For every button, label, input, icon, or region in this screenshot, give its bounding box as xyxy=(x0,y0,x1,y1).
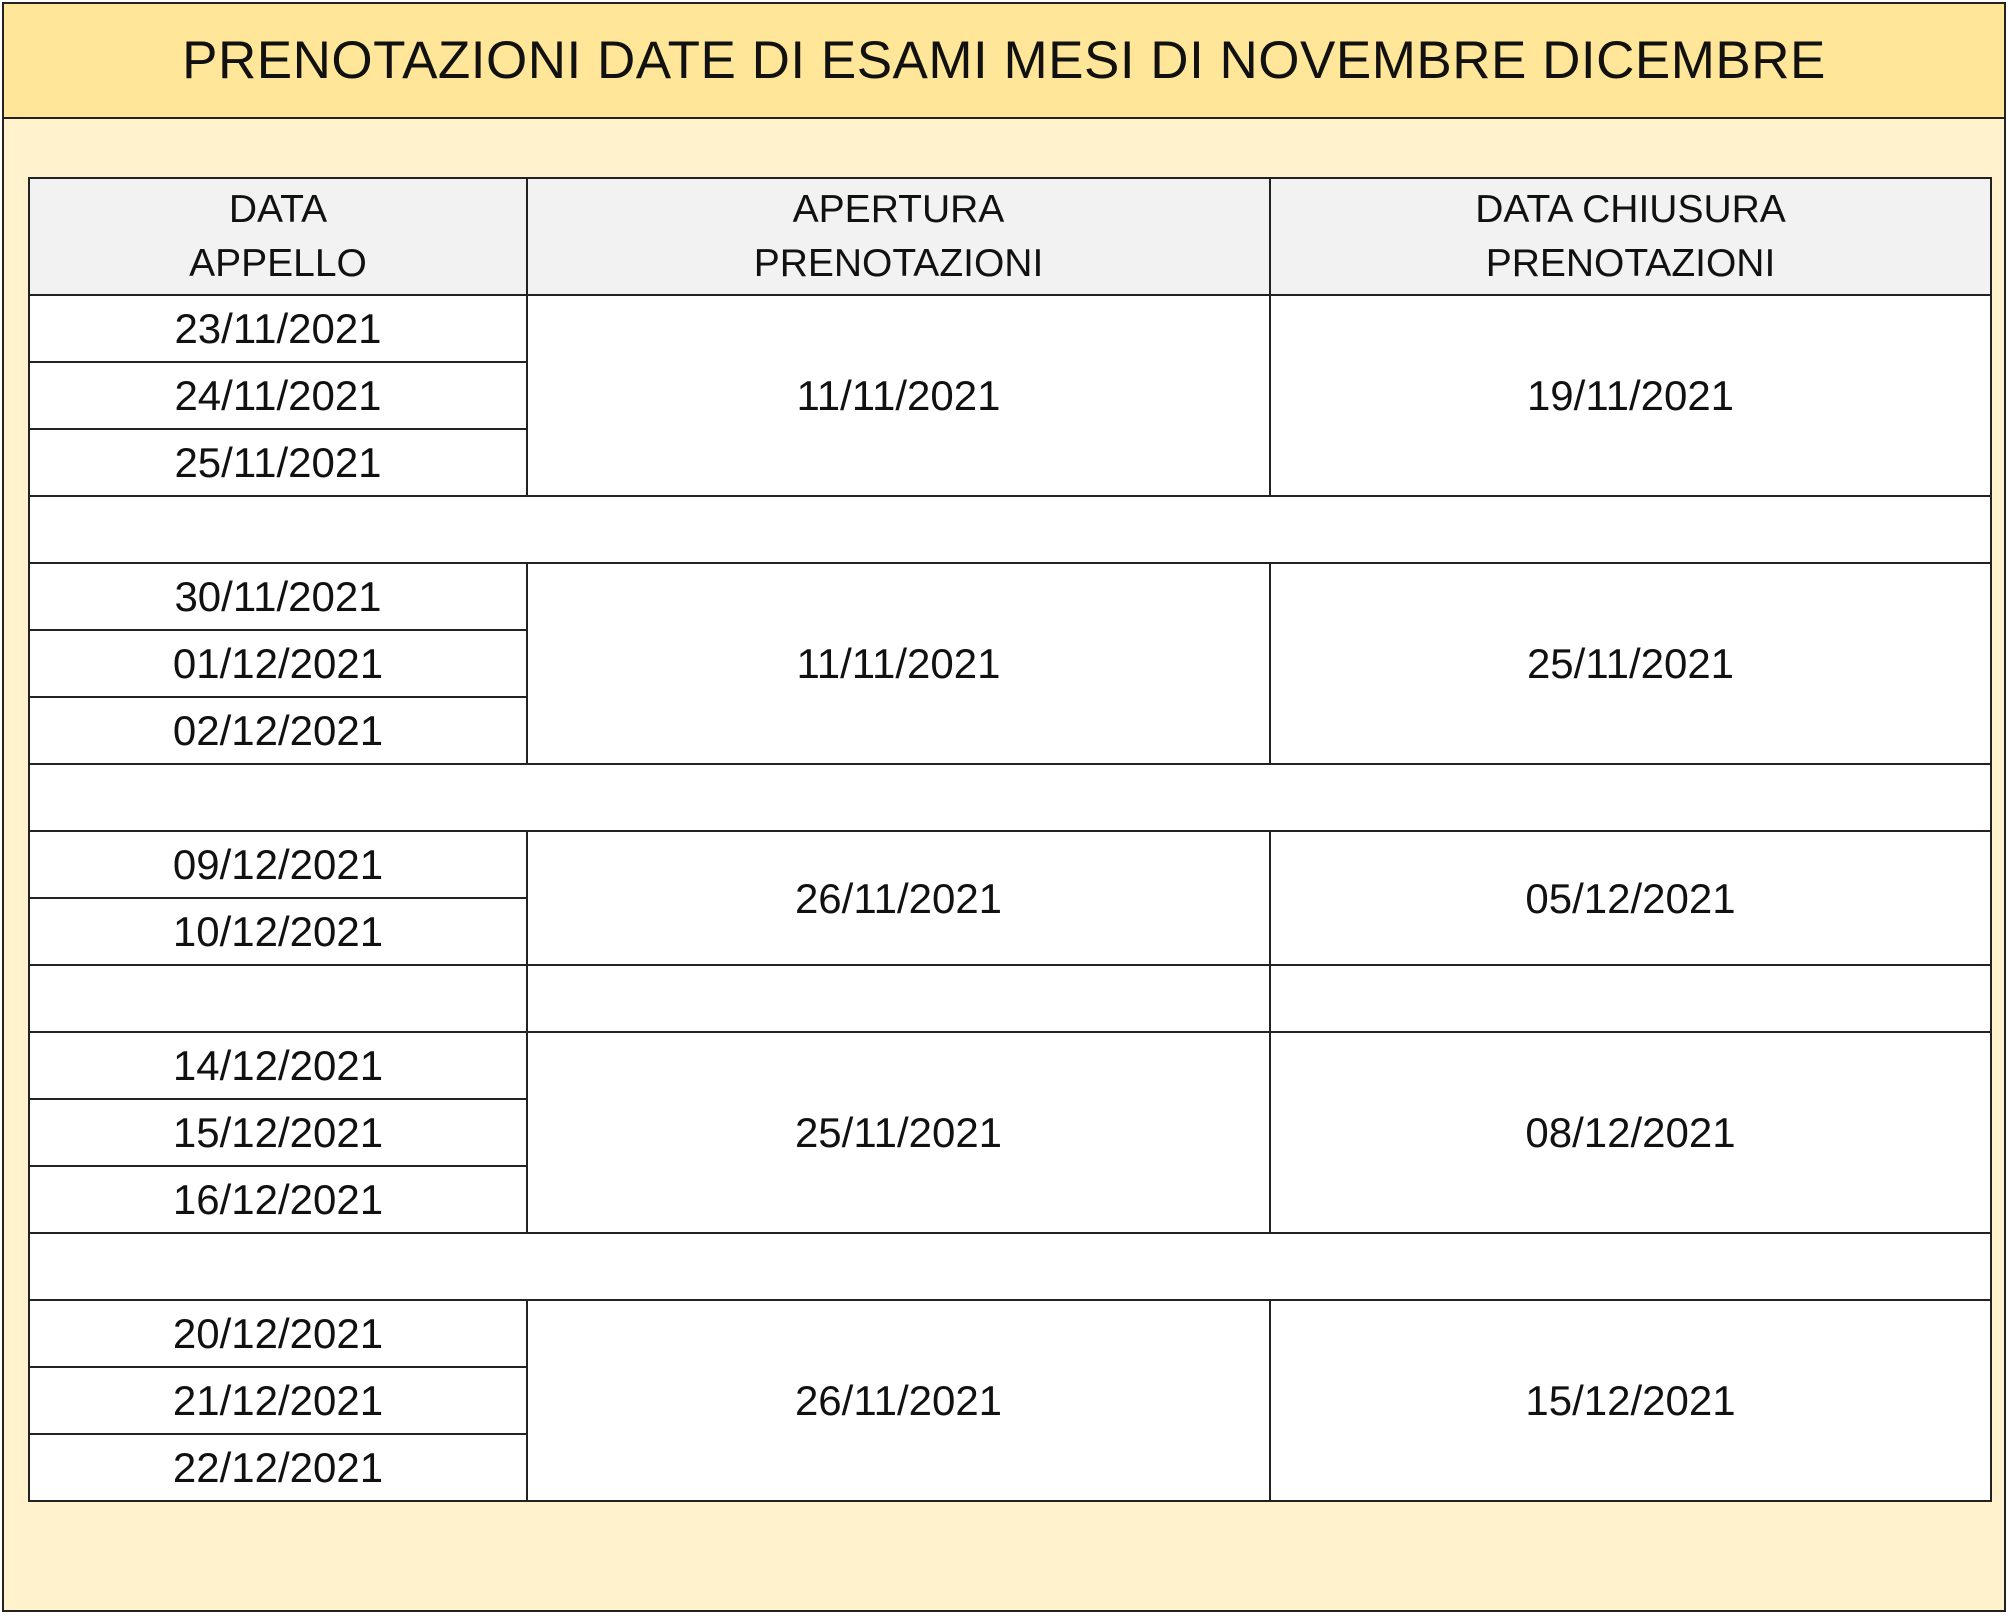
exam-date-cell: 10/12/2021 xyxy=(29,898,527,965)
exam-date-cell: 02/12/2021 xyxy=(29,697,527,764)
exam-date-cell: 20/12/2021 xyxy=(29,1300,527,1367)
spacer-cell xyxy=(29,965,527,1032)
exam-date-cell: 24/11/2021 xyxy=(29,362,527,429)
header-line: APPELLO xyxy=(189,241,367,285)
exam-date-cell: 14/12/2021 xyxy=(29,1032,527,1099)
header-line: PRENOTAZIONI xyxy=(1485,241,1776,285)
exam-date-cell: 09/12/2021 xyxy=(29,831,527,898)
exam-date-cell: 22/12/2021 xyxy=(29,1434,527,1501)
header-apertura-prenotazioni xyxy=(527,178,1270,295)
table-header-row xyxy=(29,178,1991,295)
booking-close-cell: 19/11/2021 xyxy=(1270,295,1991,496)
booking-open-cell: 11/11/2021 xyxy=(527,295,1270,496)
schedule-sheet xyxy=(2,2,2006,1612)
exam-date-cell: 16/12/2021 xyxy=(29,1166,527,1233)
spacer-cell xyxy=(29,496,1991,563)
spacer-row xyxy=(29,764,1991,831)
table-row xyxy=(29,1032,1991,1099)
spacer-cell xyxy=(29,1233,1991,1300)
header-line: PRENOTAZIONI xyxy=(753,241,1044,285)
spacer-row xyxy=(29,965,1991,1032)
booking-close-cell: 15/12/2021 xyxy=(1270,1300,1991,1501)
exam-date-cell: 15/12/2021 xyxy=(29,1099,527,1166)
table-row xyxy=(29,295,1991,362)
header-data-appello xyxy=(29,178,527,295)
exam-booking-table xyxy=(28,177,1992,1502)
booking-close-cell: 25/11/2021 xyxy=(1270,563,1991,764)
booking-open-cell: 26/11/2021 xyxy=(527,831,1270,965)
spacer-cell xyxy=(1270,965,1991,1032)
header-data-chiusura-prenotazioni xyxy=(1270,178,1991,295)
booking-open-cell: 11/11/2021 xyxy=(527,563,1270,764)
exam-date-cell: 25/11/2021 xyxy=(29,429,527,496)
booking-open-cell: 26/11/2021 xyxy=(527,1300,1270,1501)
header-line: APERTURA xyxy=(792,187,1005,231)
page-title: PRENOTAZIONI DATE DI ESAMI MESI DI NOVEMBRE DICEMBRE xyxy=(182,31,1826,90)
exam-date-cell: 30/11/2021 xyxy=(29,563,527,630)
table-row xyxy=(29,1300,1991,1367)
header-line: DATA CHIUSURA xyxy=(1475,187,1786,231)
booking-close-cell: 05/12/2021 xyxy=(1270,831,1991,965)
spacer-row xyxy=(29,1233,1991,1300)
exam-date-cell: 21/12/2021 xyxy=(29,1367,527,1434)
table-row xyxy=(29,831,1991,898)
booking-open-cell: 25/11/2021 xyxy=(527,1032,1270,1233)
booking-close-cell: 08/12/2021 xyxy=(1270,1032,1991,1233)
title-banner xyxy=(4,4,2004,119)
header-line: DATA xyxy=(228,187,328,231)
table-row xyxy=(29,563,1991,630)
spacer-row xyxy=(29,496,1991,563)
exam-date-cell: 23/11/2021 xyxy=(29,295,527,362)
exam-date-cell: 01/12/2021 xyxy=(29,630,527,697)
spacer-cell xyxy=(29,764,1991,831)
spacer-cell xyxy=(527,965,1270,1032)
